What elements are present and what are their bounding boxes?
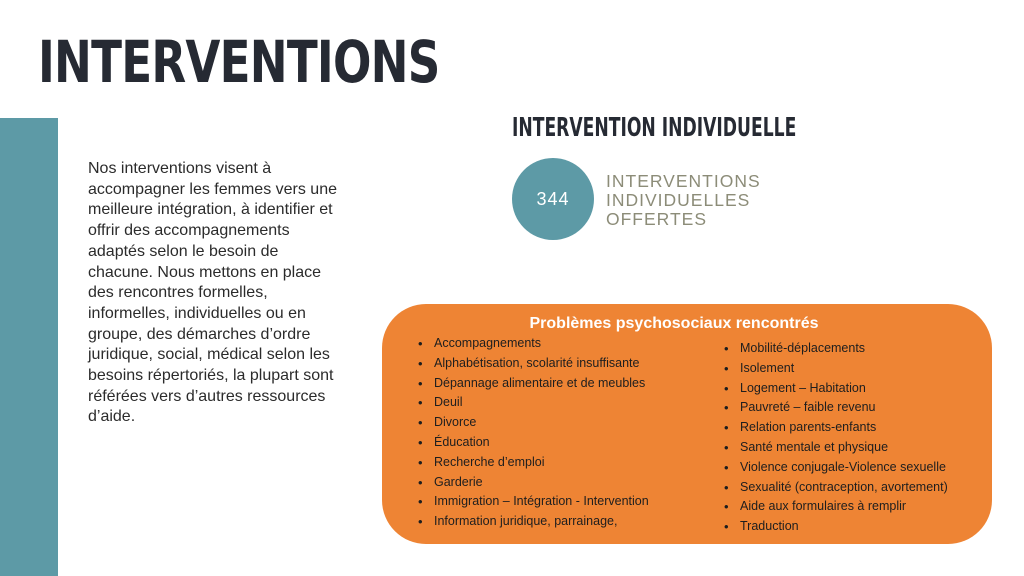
problems-title: Problèmes psychosociaux rencontrés <box>529 315 819 332</box>
list-item: • Sexualité (contraception, avortement) <box>724 478 948 498</box>
list-item: • Éducation <box>418 433 649 453</box>
list-item: • Accompagnements <box>418 334 649 354</box>
list-item: • Garderie <box>418 473 649 493</box>
list-item: • Immigration – Intégration - Intervention <box>418 492 649 512</box>
section-title: INTERVENTION INDIVIDUELLE <box>512 113 797 143</box>
list-item: • Logement – Habitation <box>724 379 948 399</box>
problems-list-right <box>724 339 948 537</box>
list-item: • Divorce <box>418 413 649 433</box>
list-item: • Isolement <box>724 359 948 379</box>
list-item: • Mobilité-déplacements <box>724 339 948 359</box>
problems-list-left <box>418 334 649 532</box>
list-item: • Pauvreté – faible revenu <box>724 398 948 418</box>
problems-panel <box>382 304 992 544</box>
stat-circle <box>512 158 594 240</box>
stat-value: 344 <box>536 188 570 209</box>
list-item: • Dépannage alimentaire et de meubles <box>418 374 649 394</box>
list-item: • Alphabétisation, scolarité insuffisante <box>418 354 649 374</box>
stat-label: INTERVENTIONS INDIVIDUELLES OFFERTES <box>606 171 761 229</box>
description-text: Nos interventions visent à accompagner les femmes vers une meilleure intégration, à identifier et offrir des accompagnements adaptés selon le besoin de chacune. Nous mettons en place des rencontres formelles, informelles, individuelles ou en groupe, des démarches d’ordre juridique, social, médical selon les besoins répertoriés, la plupart sont référées vers d’autres ressources d’aide. <box>88 160 337 426</box>
list-item: • Traduction <box>724 517 948 537</box>
list-item: • Santé mentale et physique <box>724 438 948 458</box>
list-item: • Information juridique, parrainage, <box>418 512 649 532</box>
page-title: INTERVENTIONS <box>38 28 440 96</box>
list-item: • Recherche d’emploi <box>418 453 649 473</box>
side-accent-bar <box>0 118 58 576</box>
list-item: • Aide aux formulaires à remplir <box>724 497 948 517</box>
list-item: • Relation parents-enfants <box>724 418 948 438</box>
list-item: • Deuil <box>418 393 649 413</box>
list-item: • Violence conjugale-Violence sexuelle <box>724 458 948 478</box>
